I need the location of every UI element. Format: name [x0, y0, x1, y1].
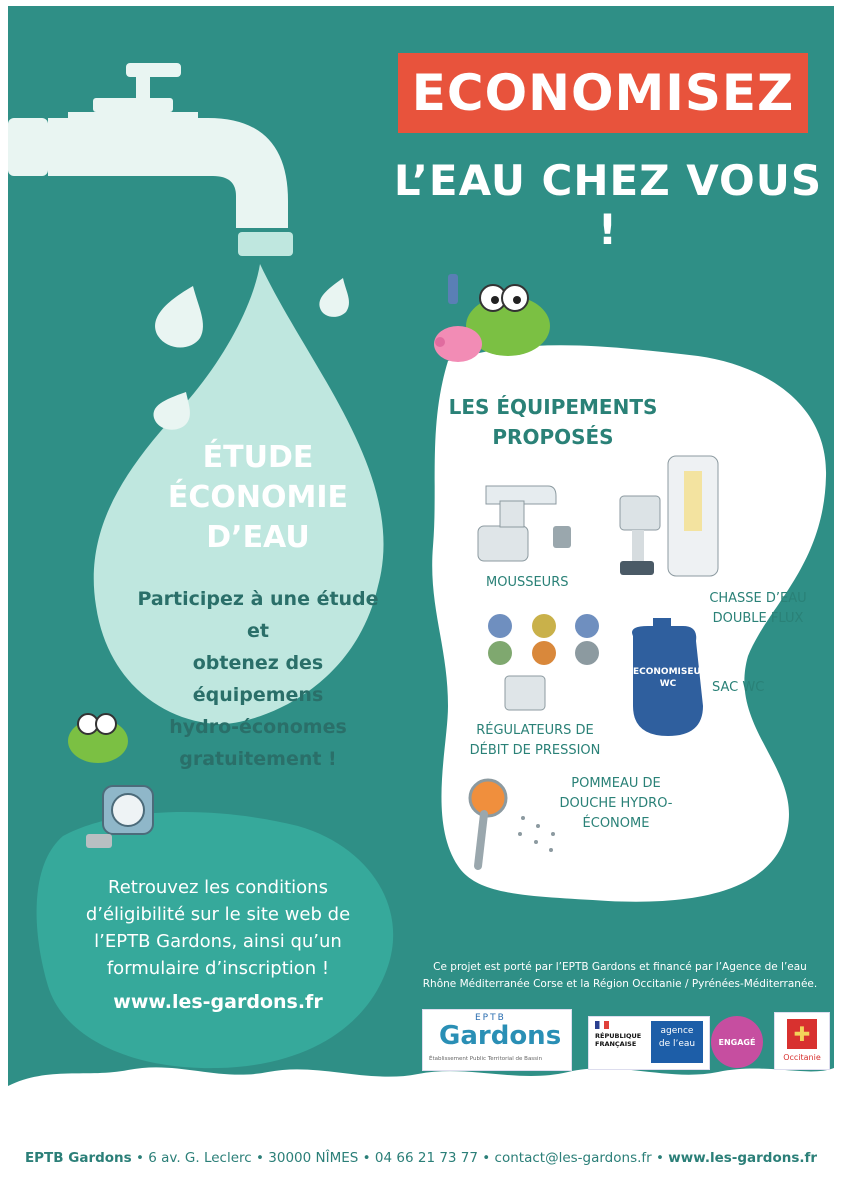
footer-separator: • [482, 1150, 491, 1166]
drop-text-line: gratuitement ! [179, 748, 337, 770]
chasse-label-line: DOUBLE FLUX [712, 611, 804, 626]
equipments-title-line: PROPOSÉS [492, 425, 614, 449]
credit-line: Rhône Méditerranée Corse et la Région Occitanie / Pyrénées-Méditerranée. [422, 978, 818, 990]
occitanie-logo [774, 1012, 830, 1070]
republique-line: RÉPUBLIQUE [595, 1032, 642, 1040]
footer-phone: 04 66 21 73 77 [374, 1150, 478, 1166]
website-link[interactable]: www.les-gardons.fr [113, 991, 323, 1013]
footer-city: 30000 NÎMES [268, 1150, 359, 1166]
pond-text-line: d’éligibilité sur le site web de [85, 904, 351, 925]
occitanie-text: Occitanie [783, 1053, 821, 1062]
drop-text [128, 583, 388, 775]
drop-text-line: Participez à une étude et [137, 588, 379, 642]
drop-text-line: hydro-économes [169, 716, 347, 738]
equipments-title-line: LES ÉQUIPEMENTS [448, 395, 658, 419]
faucet-icon [8, 63, 293, 256]
drop-icon [319, 278, 349, 317]
bottom-wave [8, 1067, 834, 1130]
pond-text-line: l’EPTB Gardons, ainsi qu’un [94, 931, 342, 952]
chasse-label [708, 589, 808, 629]
drop-icon [154, 392, 190, 430]
pond-text-line: formulaire d’inscription ! [106, 958, 330, 979]
drop-title-line: ÉTUDE [202, 440, 314, 475]
regulateurs-label [460, 721, 610, 761]
sac-wc-label: SAC WC [712, 680, 765, 695]
pommeau-label-line: DOUCHE HYDRO- [559, 796, 673, 811]
footer-separator: • [656, 1150, 664, 1166]
drop-text-line: obtenez des équipemens [192, 652, 324, 706]
eptb-logo-small: EPTB [475, 1013, 506, 1023]
title-banner-text: ECONOMISEZ [411, 64, 795, 122]
footer-separator: • [135, 1150, 144, 1166]
drop-title-line: D’EAU [206, 520, 310, 555]
toilet-bag-text [633, 666, 708, 690]
agence-eau-logo [651, 1021, 703, 1063]
engage-logo: ENGAGÉ [711, 1016, 763, 1068]
chasse-label-line: CHASSE D’EAU [709, 591, 807, 606]
toilet-bag-text-line: ECONOMISEUR [633, 667, 708, 677]
footer [0, 1150, 842, 1166]
pond-text-line: Retrouvez les conditions [108, 877, 328, 898]
occitanie-cross-icon: ✚ [787, 1019, 817, 1049]
drop-icon [155, 286, 203, 348]
drop-title-line: ÉCONOMIE [167, 480, 349, 515]
regulateurs-label-line: DÉBIT DE PRESSION [469, 743, 601, 758]
republique-text [595, 1032, 641, 1048]
pommeau-label-line: POMMEAU DE [571, 776, 661, 791]
mousseurs-label: MOUSSEURS [486, 575, 569, 590]
footer-site[interactable]: www.les-gardons.fr [668, 1150, 818, 1166]
footer-separator: • [256, 1150, 264, 1166]
eptb-logo-name: Gardons [439, 1021, 562, 1051]
credit-text [410, 959, 830, 993]
republique-agence-logo [588, 1016, 710, 1070]
regulateurs-label-line: RÉGULATEURS DE [476, 723, 594, 738]
republique-line: FRANÇAISE [595, 1040, 637, 1048]
piggy-bank-icon [434, 326, 482, 362]
subtitle: L’EAU CHEZ VOUS ! [393, 156, 823, 254]
pommeau-label [546, 774, 686, 834]
flag-icon [595, 1021, 609, 1029]
toilet-bag-text-line: WC [659, 679, 677, 689]
poster [8, 6, 834, 1130]
drop-title [138, 438, 378, 558]
pommeau-label-line: ÉCONOME [582, 816, 650, 831]
footer-separator: • [362, 1150, 371, 1166]
agence-line: de l’eau [658, 1039, 696, 1049]
eptb-logo-sub: Établissement Public Territorial de Bassin [429, 1056, 543, 1062]
footer-address: 6 av. G. Leclerc [148, 1150, 252, 1166]
equipments-title [438, 392, 668, 452]
title-banner [398, 53, 808, 133]
agence-line: agence [660, 1026, 694, 1036]
eptb-gardons-logo [422, 1009, 572, 1071]
pond-text [58, 874, 378, 982]
footer-org: EPTB Gardons [24, 1150, 132, 1166]
footer-email[interactable]: contact@les-gardons.fr [494, 1150, 652, 1166]
credit-line: Ce projet est porté par l’EPTB Gardons et financé par l’Agence de l’eau [433, 961, 807, 973]
